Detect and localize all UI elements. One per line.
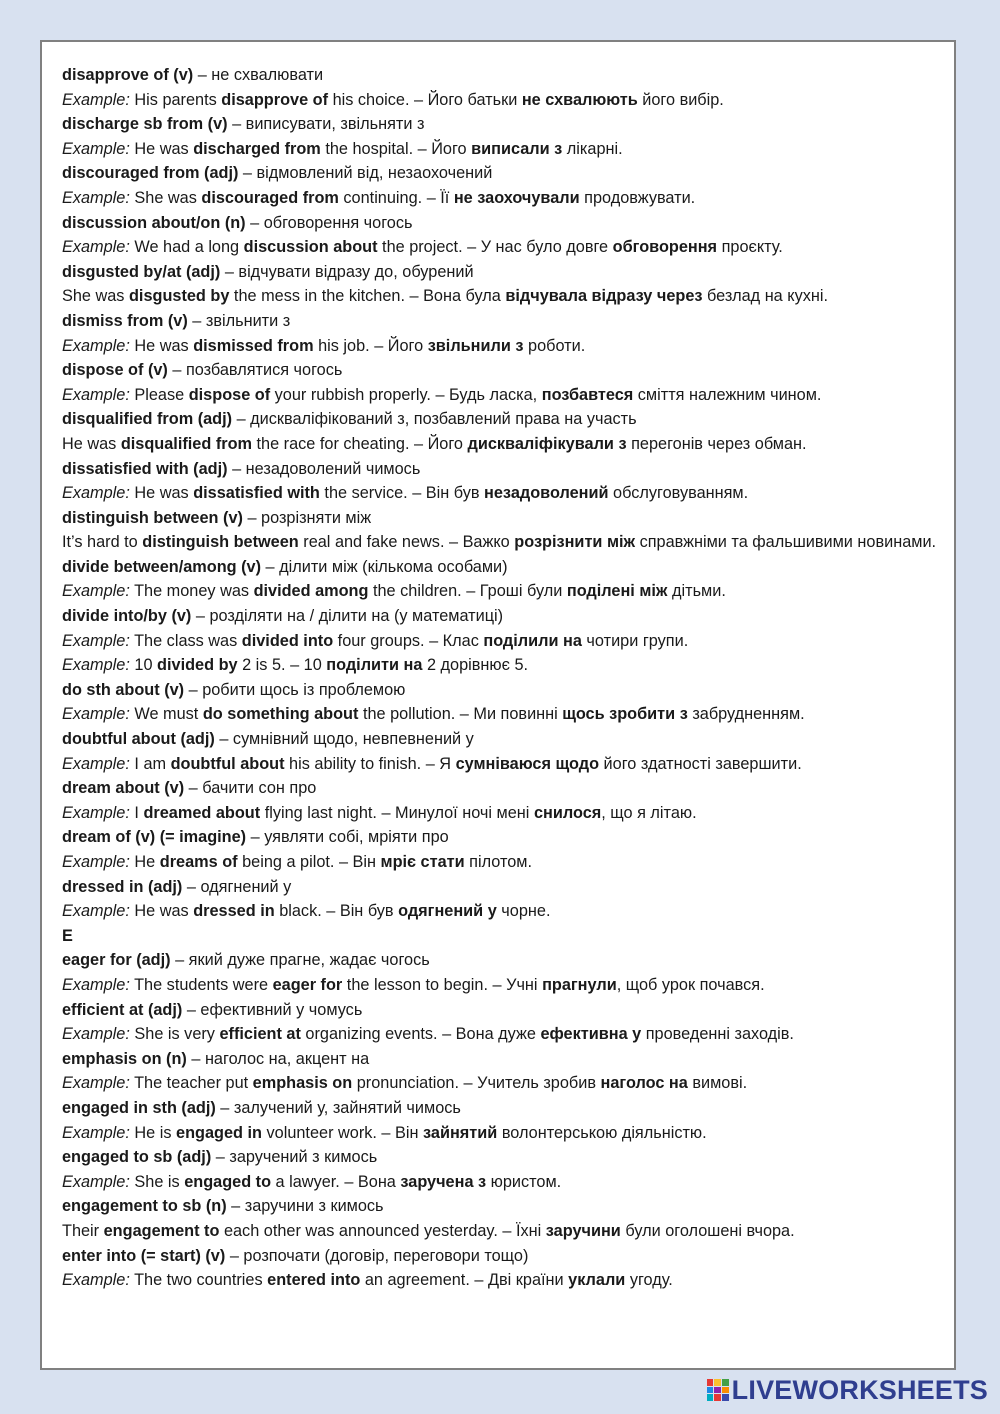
entry-example-line	[62, 973, 942, 998]
entry-headword-line	[62, 1244, 942, 1269]
bold-text: engaged in	[176, 1123, 262, 1142]
bold-text: discharged from	[193, 139, 321, 158]
plain-text: роботи.	[523, 336, 586, 355]
plain-text: продовжувати.	[579, 188, 696, 207]
entry-example-line	[62, 383, 942, 408]
bold-text: не схвалюють	[521, 90, 638, 109]
plain-text: an agreement. – Дві країни	[360, 1271, 569, 1290]
bold-text: divided by	[157, 656, 238, 675]
bold-text: do something about	[202, 705, 359, 724]
plain-text: the lesson to begin. – Учні	[342, 975, 543, 994]
logo-text: LIVEWORKSHEETS	[731, 1374, 988, 1405]
plain-text: – ділити між (кількома особами)	[261, 557, 508, 576]
entry-example-line	[62, 186, 942, 211]
bold-text: divided among	[253, 582, 369, 601]
plain-text: – залучений у, зайнятий чимось	[215, 1098, 461, 1117]
bold-text: снилося	[533, 803, 602, 822]
plain-text: справжніми та фальшивими новинами.	[635, 533, 937, 552]
bold-text: discharge sb from (v)	[62, 115, 228, 134]
bold-text: engaged to sb (adj)	[62, 1148, 212, 1167]
plain-text: чорне.	[496, 902, 551, 921]
bold-text: dream of (v) (= imagine)	[62, 828, 247, 847]
plain-text: 2 is 5. – 10	[237, 656, 327, 675]
entry-headword-line	[62, 555, 942, 580]
plain-text: the mess in the kitchen. – Вона була	[229, 287, 506, 306]
plain-text: real and fake news. – Важко	[298, 533, 515, 552]
plain-text: – розділяти на / ділити на (у математиці)	[191, 607, 504, 626]
plain-text: – уявляти собі, мріяти про	[246, 828, 449, 847]
bold-text: обговорення	[612, 238, 718, 257]
entry-example-line	[62, 235, 942, 260]
bold-text: E	[62, 926, 73, 945]
logo-square	[722, 1387, 729, 1394]
bold-text: виписали з	[471, 139, 563, 158]
bold-text: наголос на	[600, 1074, 688, 1093]
bold-text: distinguish between	[142, 533, 299, 552]
entry-example-line	[62, 702, 942, 727]
logo-square	[707, 1394, 714, 1401]
entry-example-line	[62, 752, 942, 777]
bold-text: поділили на	[483, 631, 582, 650]
entry-example-line	[62, 334, 942, 359]
plain-text: проведенні заходів.	[641, 1025, 794, 1044]
entry-headword-line	[62, 875, 942, 900]
entry-headword-line	[62, 924, 942, 949]
example-label: Example:	[62, 975, 130, 994]
plain-text: волонтерською діяльністю.	[497, 1123, 707, 1142]
bold-text: dismiss from (v)	[62, 311, 188, 330]
plain-text: She is very	[129, 1025, 220, 1044]
example-label: Example:	[62, 1074, 130, 1093]
example-label: Example:	[62, 1025, 130, 1044]
plain-text: the pollution. – Ми повинні	[358, 705, 563, 724]
bold-text: distinguish between (v)	[62, 508, 243, 527]
plain-text: – обговорення чогось	[245, 213, 413, 232]
bold-text: звільнили з	[427, 336, 524, 355]
entry-headword-line	[62, 457, 942, 482]
entry-example-line	[62, 1170, 942, 1195]
plain-text: – сумнівний щодо, невпевнений у	[214, 730, 474, 749]
bold-text: enter into (= start) (v)	[62, 1246, 226, 1265]
bold-text: dissatisfied with	[193, 484, 320, 503]
bold-text: engagement to sb (n)	[62, 1197, 227, 1216]
bold-text: dispose of (v)	[62, 361, 168, 380]
logo-grid-icon	[707, 1379, 729, 1401]
bold-text: entered into	[267, 1271, 361, 1290]
bold-text: dreams of	[159, 853, 238, 871]
bold-text: discussion about/on (n)	[62, 213, 246, 232]
plain-text: були оголошені вчора.	[620, 1221, 795, 1240]
entry-headword-line	[62, 260, 942, 285]
bold-text: divide between/among (v)	[62, 557, 262, 576]
bold-text: disqualified from (adj)	[62, 410, 233, 429]
example-label: Example:	[62, 656, 130, 675]
entry-headword-line	[62, 727, 942, 752]
plain-text: his ability to finish. – Я	[284, 754, 456, 773]
entry-example-line	[62, 1121, 942, 1146]
example-label: Example:	[62, 902, 130, 921]
plain-text: забрудненням.	[687, 705, 805, 724]
plain-text: безлад на кухні.	[702, 287, 828, 306]
logo-square	[707, 1379, 714, 1386]
bold-text: divide into/by (v)	[62, 607, 192, 626]
bold-text: discouraged from	[201, 188, 339, 207]
plain-text: your rubbish properly. – Будь ласка,	[270, 385, 542, 404]
plain-text: – відчувати відразу до, обурений	[220, 262, 474, 281]
example-label: Example:	[62, 582, 130, 601]
bold-text: мріє стати	[380, 853, 465, 871]
plain-text: organizing events. – Вона дуже	[300, 1025, 541, 1044]
plain-text: He was	[62, 434, 121, 453]
entry-example-line	[62, 432, 942, 457]
bold-text: поділити на	[326, 656, 423, 675]
bold-text: заручини	[545, 1221, 621, 1240]
plain-text: проєкту.	[717, 238, 783, 257]
plain-text: pronunciation. – Учитель зробив	[352, 1074, 601, 1093]
plain-text: 2 дорівнює 5.	[422, 656, 529, 675]
example-label: Example:	[62, 803, 130, 822]
example-label: Example:	[62, 385, 130, 404]
bold-text: disgusted by	[128, 287, 230, 306]
plain-text: Please	[129, 385, 189, 404]
plain-text: – не схвалювати	[193, 66, 324, 84]
plain-text: He was	[129, 484, 194, 503]
plain-text: – позбавлятися чогось	[167, 361, 343, 380]
plain-text: I am	[129, 754, 171, 773]
plain-text: his job. – Його	[313, 336, 428, 355]
plain-text: вимові.	[687, 1074, 748, 1093]
entry-headword-line	[62, 678, 942, 703]
bold-text: щось зробити з	[562, 705, 688, 724]
bold-text: discouraged from (adj)	[62, 164, 239, 183]
bold-text: дискваліфікували з	[467, 434, 627, 453]
logo-square	[714, 1394, 721, 1401]
bold-text: уклали	[568, 1271, 626, 1290]
plain-text: , що я літаю.	[601, 803, 697, 822]
example-label: Example:	[62, 1172, 130, 1191]
plain-text: the service. – Він був	[319, 484, 485, 503]
bold-text: не заохочували	[453, 188, 580, 207]
liveworksheets-logo[interactable]	[707, 1374, 988, 1406]
bold-text: dreamed about	[143, 803, 261, 822]
plain-text: His parents	[129, 90, 222, 109]
plain-text: volunteer work. – Він	[261, 1123, 424, 1142]
plain-text: each other was announced yesterday. – Їхні	[219, 1221, 546, 1240]
plain-text: being a pilot. – Він	[237, 853, 381, 871]
plain-text: – наголос на, акцент на	[186, 1049, 370, 1068]
plain-text: He was	[129, 902, 194, 921]
bold-text: позбавтеся	[541, 385, 634, 404]
example-label: Example:	[62, 705, 130, 724]
plain-text: four groups. – Клас	[333, 631, 484, 650]
vocabulary-list	[62, 63, 942, 1293]
entry-headword-line	[62, 776, 942, 801]
entry-example-line	[62, 1268, 942, 1293]
plain-text: The teacher put	[129, 1074, 253, 1093]
worksheet-page	[40, 40, 956, 1370]
plain-text: the project. – У нас було довге	[377, 238, 613, 257]
entry-headword-line	[62, 948, 942, 973]
plain-text: She was	[62, 287, 129, 306]
bold-text: одягнений у	[398, 902, 497, 921]
entry-headword-line	[62, 63, 942, 88]
plain-text: – ефективний у чомусь	[182, 1000, 363, 1019]
example-label: Example:	[62, 1271, 130, 1290]
plain-text: It’s hard to	[62, 533, 143, 552]
plain-text: He	[129, 853, 160, 871]
bold-text: disqualified from	[120, 434, 252, 453]
bold-text: efficient at (adj)	[62, 1000, 183, 1019]
plain-text: – виписувати, звільняти з	[227, 115, 425, 134]
bold-text: прагнули	[542, 975, 617, 994]
entry-headword-line	[62, 1096, 942, 1121]
bold-text: поділені між	[566, 582, 668, 601]
logo-square	[714, 1379, 721, 1386]
bold-text: заручена з	[400, 1172, 487, 1191]
example-label: Example:	[62, 853, 130, 871]
plain-text: угоду.	[625, 1271, 673, 1290]
plain-text: – заручений з кимось	[211, 1148, 378, 1167]
bold-text: dream about (v)	[62, 779, 185, 798]
logo-square	[722, 1379, 729, 1386]
entry-example-line	[62, 1219, 942, 1244]
entry-headword-line	[62, 112, 942, 137]
entry-example-line	[62, 1071, 942, 1096]
plain-text: , щоб урок почався.	[616, 975, 765, 994]
plain-text: his choice. – Його батьки	[328, 90, 522, 109]
plain-text: the hospital. – Його	[320, 139, 472, 158]
example-label: Example:	[62, 238, 130, 257]
bold-text: do sth about (v)	[62, 680, 185, 699]
bold-text: dissatisfied with (adj)	[62, 459, 228, 478]
plain-text: the race for cheating. – Його	[252, 434, 468, 453]
entry-example-line	[62, 579, 942, 604]
plain-text: He is	[129, 1123, 177, 1142]
bold-text: emphasis on	[252, 1074, 353, 1093]
plain-text: юристом.	[486, 1172, 562, 1191]
entry-example-line	[62, 653, 942, 678]
plain-text: – заручини з кимось	[226, 1197, 384, 1216]
entry-example-line	[62, 850, 942, 875]
plain-text: – розпочати (договір, переговори тощо)	[225, 1246, 529, 1265]
plain-text: black. – Він був	[274, 902, 399, 921]
bold-text: ефективна у	[540, 1025, 642, 1044]
bold-text: discussion about	[243, 238, 378, 257]
bold-text: зайнятий	[423, 1123, 498, 1142]
plain-text: перегонів через обман.	[626, 434, 807, 453]
entry-headword-line	[62, 309, 942, 334]
logo-square	[714, 1387, 721, 1394]
example-label: Example:	[62, 754, 130, 773]
plain-text: I	[129, 803, 144, 822]
bold-text: dressed in	[193, 902, 275, 921]
entry-example-line	[62, 1022, 942, 1047]
plain-text: – який дуже прагне, жадає чогось	[170, 951, 430, 970]
plain-text: – одягнений у	[182, 877, 292, 896]
entry-headword-line	[62, 506, 942, 531]
example-label: Example:	[62, 1123, 130, 1142]
bold-text: eager for (adj)	[62, 951, 171, 970]
plain-text: We must	[129, 705, 203, 724]
plain-text: He was	[129, 139, 194, 158]
bold-text: engaged in sth (adj)	[62, 1098, 216, 1117]
plain-text: – робити щось із проблемою	[184, 680, 406, 699]
bold-text: disapprove of	[221, 90, 329, 109]
entry-example-line	[62, 899, 942, 924]
entry-example-line	[62, 481, 942, 506]
plain-text: – відмовлений від, незаохочений	[238, 164, 493, 183]
entry-headword-line	[62, 1194, 942, 1219]
bold-text: disapprove of (v)	[62, 66, 194, 84]
entry-headword-line	[62, 407, 942, 432]
plain-text: 10	[129, 656, 158, 675]
plain-text: a lawyer. – Вона	[271, 1172, 401, 1191]
example-label: Example:	[62, 90, 130, 109]
entry-example-line	[62, 629, 942, 654]
bold-text: efficient at	[219, 1025, 301, 1044]
entry-headword-line	[62, 998, 942, 1023]
logo-square	[707, 1387, 714, 1394]
plain-text: He was	[129, 336, 194, 355]
entry-headword-line	[62, 1145, 942, 1170]
plain-text: – незадоволений чимось	[227, 459, 421, 478]
bold-text: doubtful about (adj)	[62, 730, 215, 749]
plain-text: the children. – Гроші були	[368, 582, 567, 601]
example-label: Example:	[62, 188, 130, 207]
bold-text: emphasis on (n)	[62, 1049, 187, 1068]
plain-text: continuing. – Її	[338, 188, 454, 207]
bold-text: відчувала відразу через	[505, 287, 703, 306]
bold-text: eager for	[272, 975, 343, 994]
entry-headword-line	[62, 161, 942, 186]
plain-text: сміття належним чином.	[633, 385, 822, 404]
bold-text: engaged to	[184, 1172, 272, 1191]
entry-example-line	[62, 801, 942, 826]
bold-text: сумніваюся щодо	[455, 754, 600, 773]
plain-text: Their	[62, 1221, 104, 1240]
plain-text: We had a long	[129, 238, 244, 257]
bold-text: divided into	[241, 631, 334, 650]
example-label: Example:	[62, 484, 130, 503]
bold-text: розрізнити між	[514, 533, 636, 552]
bold-text: disgusted by/at (adj)	[62, 262, 221, 281]
example-label: Example:	[62, 336, 130, 355]
plain-text: The money was	[129, 582, 254, 601]
bold-text: dressed in (adj)	[62, 877, 183, 896]
plain-text: дітьми.	[667, 582, 726, 601]
logo-square	[722, 1394, 729, 1401]
plain-text: The students were	[129, 975, 273, 994]
entry-example-line	[62, 137, 942, 162]
plain-text: She is	[129, 1172, 185, 1191]
entry-headword-line	[62, 358, 942, 383]
entry-headword-line	[62, 825, 942, 850]
bold-text: незадоволений	[484, 484, 609, 503]
entry-example-line	[62, 530, 942, 555]
plain-text: The class was	[129, 631, 242, 650]
plain-text: пілотом.	[464, 853, 533, 871]
plain-text: чотири групи.	[581, 631, 689, 650]
plain-text: обслуговуванням.	[608, 484, 749, 503]
plain-text: – дискваліфікований з, позбавлений права на участь	[232, 410, 637, 429]
entry-headword-line	[62, 1047, 942, 1072]
plain-text: flying last night. – Минулої ночі мені	[260, 803, 534, 822]
example-label: Example:	[62, 631, 130, 650]
bold-text: dispose of	[188, 385, 271, 404]
entry-example-line	[62, 284, 942, 309]
entry-headword-line	[62, 211, 942, 236]
bold-text: dismissed from	[193, 336, 314, 355]
plain-text: – розрізняти між	[242, 508, 372, 527]
plain-text: She was	[129, 188, 202, 207]
example-label: Example:	[62, 139, 130, 158]
plain-text: його вибір.	[637, 90, 724, 109]
bold-text: doubtful about	[170, 754, 285, 773]
plain-text: – бачити сон про	[184, 779, 317, 798]
entry-example-line	[62, 88, 942, 113]
plain-text: – звільнити з	[187, 311, 291, 330]
plain-text: The two countries	[129, 1271, 268, 1290]
bold-text: engagement to	[103, 1221, 220, 1240]
plain-text: його здатності завершити.	[599, 754, 802, 773]
entry-headword-line	[62, 604, 942, 629]
plain-text: лікарні.	[562, 139, 623, 158]
